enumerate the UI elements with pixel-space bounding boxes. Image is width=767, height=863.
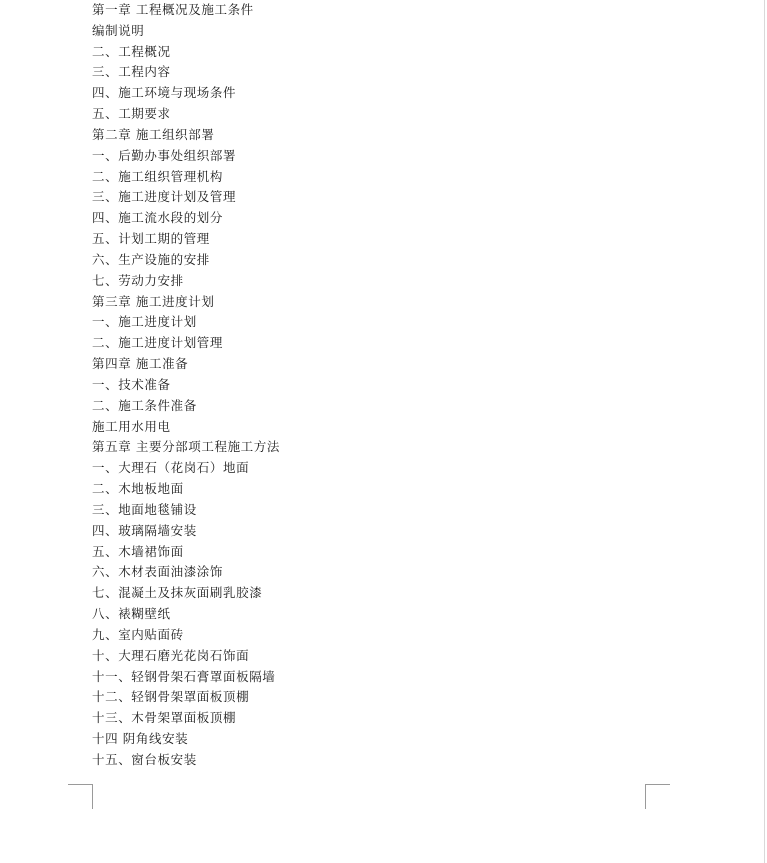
toc-line: 七、混凝土及抹灰面刷乳胶漆 <box>92 585 263 601</box>
toc-line: 九、室内贴面砖 <box>92 626 184 642</box>
toc-line: 第一章 工程概况及施工条件 <box>92 2 254 17</box>
toc-line: 六、生产设施的安排 <box>92 251 210 267</box>
toc-line: 十三、木骨架罩面板顶棚 <box>92 710 237 726</box>
toc-line: 二、施工进度计划管理 <box>92 335 224 351</box>
toc-line: 编制说明 <box>92 22 145 38</box>
toc-line: 一、施工进度计划 <box>92 314 197 330</box>
toc-line: 一、后勤办事处组织部署 <box>92 147 237 163</box>
toc-line: 七、劳动力安排 <box>92 272 184 288</box>
toc-line: 二、施工组织管理机构 <box>92 168 224 184</box>
toc-line: 一、技术准备 <box>92 376 171 392</box>
toc-line: 十、大理石磨光花岗石饰面 <box>92 647 250 663</box>
toc-line: 三、工程内容 <box>92 64 171 80</box>
toc-line: 三、地面地毯铺设 <box>92 501 197 517</box>
toc-line: 施工用水用电 <box>92 418 171 434</box>
toc-line: 五、木墙裙饰面 <box>92 543 184 559</box>
toc-line: 二、工程概况 <box>92 43 171 59</box>
toc-line: 十二、轻钢骨架罩面板顶棚 <box>92 689 250 705</box>
toc-line: 五、计划工期的管理 <box>92 231 210 247</box>
toc-line: 第四章 施工准备 <box>92 356 189 372</box>
toc-line: 八、裱糊壁纸 <box>92 606 171 622</box>
toc-line: 四、玻璃隔墙安装 <box>92 522 197 538</box>
toc-line: 第二章 施工组织部署 <box>92 126 215 142</box>
page-corner-mark-left <box>68 784 93 809</box>
toc-line: 四、施工流水段的划分 <box>92 210 224 226</box>
toc-line: 六、木材表面油漆涂饰 <box>92 564 224 580</box>
toc-line: 二、施工条件准备 <box>92 397 197 413</box>
toc-line: 五、工期要求 <box>92 106 171 122</box>
toc-line: 十一、轻钢骨架石膏罩面板隔墙 <box>92 668 276 684</box>
toc-line: 三、施工进度计划及管理 <box>92 189 237 205</box>
toc-line: 二、木地板地面 <box>92 481 184 497</box>
toc-line: 一、大理石（花岗石）地面 <box>92 460 250 476</box>
toc-line: 十四 阴角线安装 <box>92 730 189 746</box>
toc-line: 第五章 主要分部项工程施工方法 <box>92 439 280 455</box>
toc-line: 第三章 施工进度计划 <box>92 293 215 309</box>
table-of-contents <box>92 0 280 771</box>
toc-line: 四、施工环境与现场条件 <box>92 85 237 101</box>
page-right-edge <box>764 0 765 863</box>
page-corner-mark-right <box>645 784 670 809</box>
toc-line: 十五、窗台板安装 <box>92 751 197 767</box>
